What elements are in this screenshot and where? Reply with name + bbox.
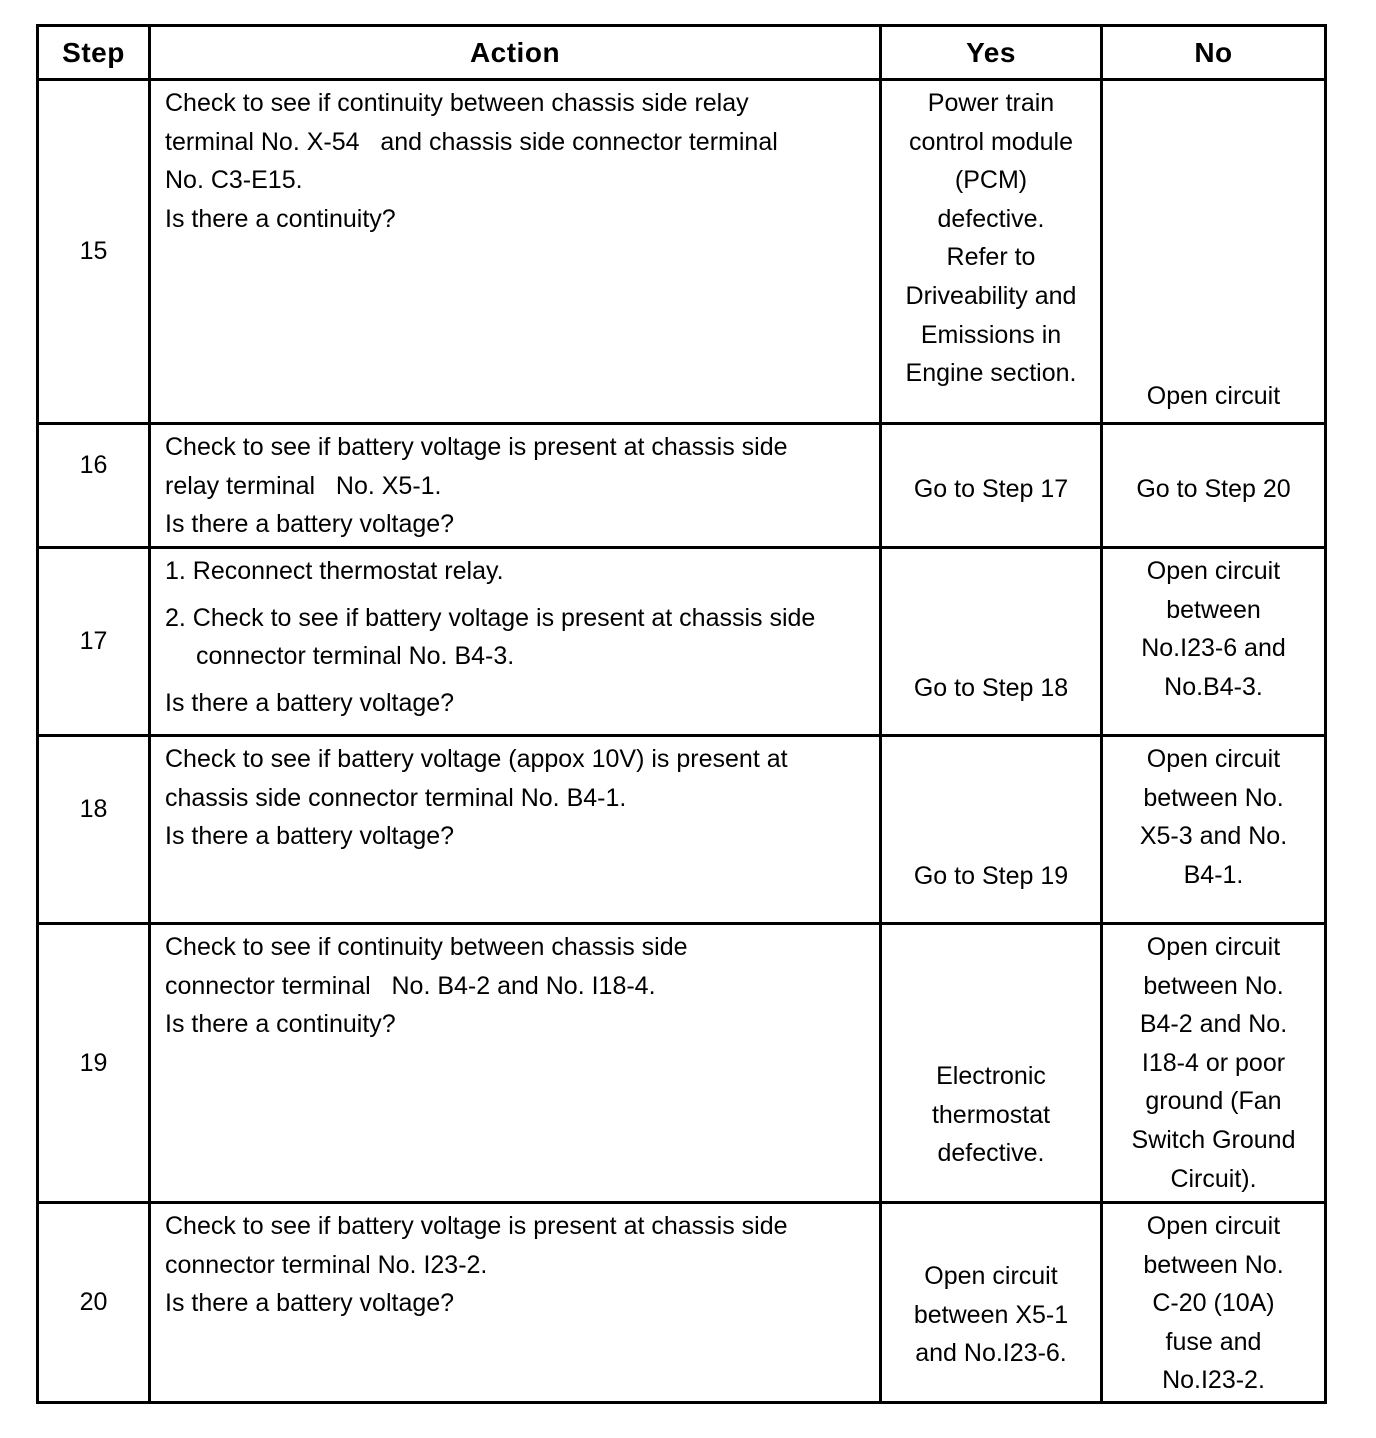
no-line: between No.: [1143, 971, 1284, 1000]
yes-line: and No.I23-6.: [915, 1339, 1067, 1368]
yes-line: Open circuit: [924, 1262, 1058, 1291]
yes-line: Engine section.: [905, 359, 1077, 388]
no-cell: [1102, 80, 1326, 424]
yes-line: Go to Step 18: [913, 674, 1069, 703]
action-line: connector terminal No. I23-2.: [165, 1250, 488, 1279]
no-line: No.I23-2.: [1162, 1366, 1265, 1395]
no-line: Open circuit: [1146, 1212, 1281, 1240]
step-number: 17: [38, 548, 150, 736]
action-line: terminal No. X-54 and chassis side connector terminal: [165, 127, 778, 156]
action-line: relay terminal No. X5-1.: [165, 471, 442, 500]
header-row: [38, 26, 1326, 80]
no-line: B4-1.: [1183, 860, 1244, 889]
yes-line: Emissions in: [920, 320, 1062, 349]
table-row-step-15: [38, 80, 1326, 424]
no-cell: [1102, 1203, 1326, 1403]
table-row-step-16: [38, 424, 1326, 548]
yes-cell: [881, 548, 1102, 736]
no-line: X5-3 and No.: [1139, 822, 1288, 851]
no-cell: [1102, 736, 1326, 924]
yes-line: Driveability and: [905, 281, 1077, 310]
action-cell: [150, 80, 881, 424]
no-line: between No.: [1143, 783, 1284, 812]
action-line: Is there a continuity?: [165, 1010, 396, 1039]
action-line: Check to see if battery voltage is present at chassis side: [165, 1212, 788, 1240]
no-line: Open circuit: [1146, 382, 1281, 411]
action-line: connector terminal No. B4-2 and No. I18-4.: [165, 971, 656, 1000]
table-row-step-20: [38, 1203, 1326, 1403]
table-row-step-18: [38, 736, 1326, 924]
action-line: Check to see if continuity between chassis side relay: [165, 89, 749, 117]
no-cell: [1102, 924, 1326, 1203]
no-cell: [1102, 424, 1326, 548]
action-line: Check to see if battery voltage (appox 10V) is present at: [165, 745, 788, 773]
no-line: Open circuit: [1146, 745, 1281, 773]
step-number: 16: [38, 424, 150, 548]
action-cell: [150, 1203, 881, 1403]
step-number: 19: [38, 924, 150, 1203]
action-line: No. C3-E15.: [165, 166, 303, 195]
no-line: B4-2 and No.: [1139, 1010, 1288, 1039]
no-line: ground (Fan: [1145, 1087, 1282, 1116]
yes-line: Electronic: [936, 1062, 1046, 1091]
no-line: between No.: [1143, 1250, 1284, 1279]
action-cell: [150, 924, 881, 1203]
yes-line: defective.: [937, 204, 1045, 233]
action-line: Is there a battery voltage?: [165, 510, 455, 539]
no-line: fuse and: [1165, 1327, 1262, 1356]
no-line: C-20 (10A): [1152, 1289, 1275, 1318]
action-line: Check to see if continuity between chassis side: [165, 933, 688, 961]
no-line: No.B4-3.: [1164, 672, 1263, 701]
header-no: No: [1102, 26, 1326, 80]
no-line: between: [1166, 595, 1261, 624]
diagnostic-table: [36, 24, 1327, 1404]
action-line: Check to see if battery voltage is present at chassis side: [165, 433, 788, 461]
list-item: 2. Check to see if battery voltage is present at chassis side connector terminal No. B4-3.: [165, 603, 816, 671]
action-line: Is there a battery voltage?: [165, 822, 455, 851]
no-line: Open circuit: [1146, 557, 1281, 585]
list-item: 1. Reconnect thermostat relay.: [165, 557, 504, 585]
yes-cell: [881, 424, 1102, 548]
action-line: Is there a battery voltage?: [165, 1289, 455, 1318]
action-cell: [150, 548, 881, 736]
yes-cell: [881, 924, 1102, 1203]
yes-line: control module: [909, 127, 1073, 156]
yes-line: Go to Step 17: [913, 475, 1069, 504]
question-line: Is there a battery voltage?: [165, 688, 455, 717]
yes-line: thermostat: [931, 1100, 1051, 1129]
action-line: chassis side connector terminal No. B4-1.: [165, 783, 627, 812]
header-yes: Yes: [881, 26, 1102, 80]
header-action: Action: [150, 26, 881, 80]
no-line: No.I23-6 and: [1141, 634, 1286, 663]
no-line: Open circuit: [1146, 933, 1281, 961]
action-cell: [150, 736, 881, 924]
yes-cell: [881, 80, 1102, 424]
yes-line: Refer to: [946, 243, 1036, 272]
no-line: I18-4 or poor: [1141, 1048, 1286, 1077]
table-row-step-19: [38, 924, 1326, 1203]
yes-cell: [881, 1203, 1102, 1403]
action-line: Is there a continuity?: [165, 204, 396, 233]
no-cell: [1102, 548, 1326, 736]
step-number: 15: [38, 80, 150, 424]
step-number: 18: [38, 736, 150, 924]
header-step: Step: [38, 26, 150, 80]
yes-line: between X5-1: [913, 1300, 1069, 1329]
yes-line: defective.: [937, 1139, 1045, 1168]
step-number: 20: [38, 1203, 150, 1403]
no-line: Circuit).: [1170, 1164, 1257, 1193]
yes-line: Power train: [927, 89, 1055, 117]
table-row-step-17: [38, 548, 1326, 736]
yes-cell: [881, 736, 1102, 924]
yes-line: Go to Step 19: [913, 862, 1069, 891]
no-line: Go to Step 20: [1136, 475, 1291, 504]
yes-line: (PCM): [954, 166, 1028, 195]
action-cell: [150, 424, 881, 548]
no-line: Switch Ground: [1131, 1125, 1296, 1154]
